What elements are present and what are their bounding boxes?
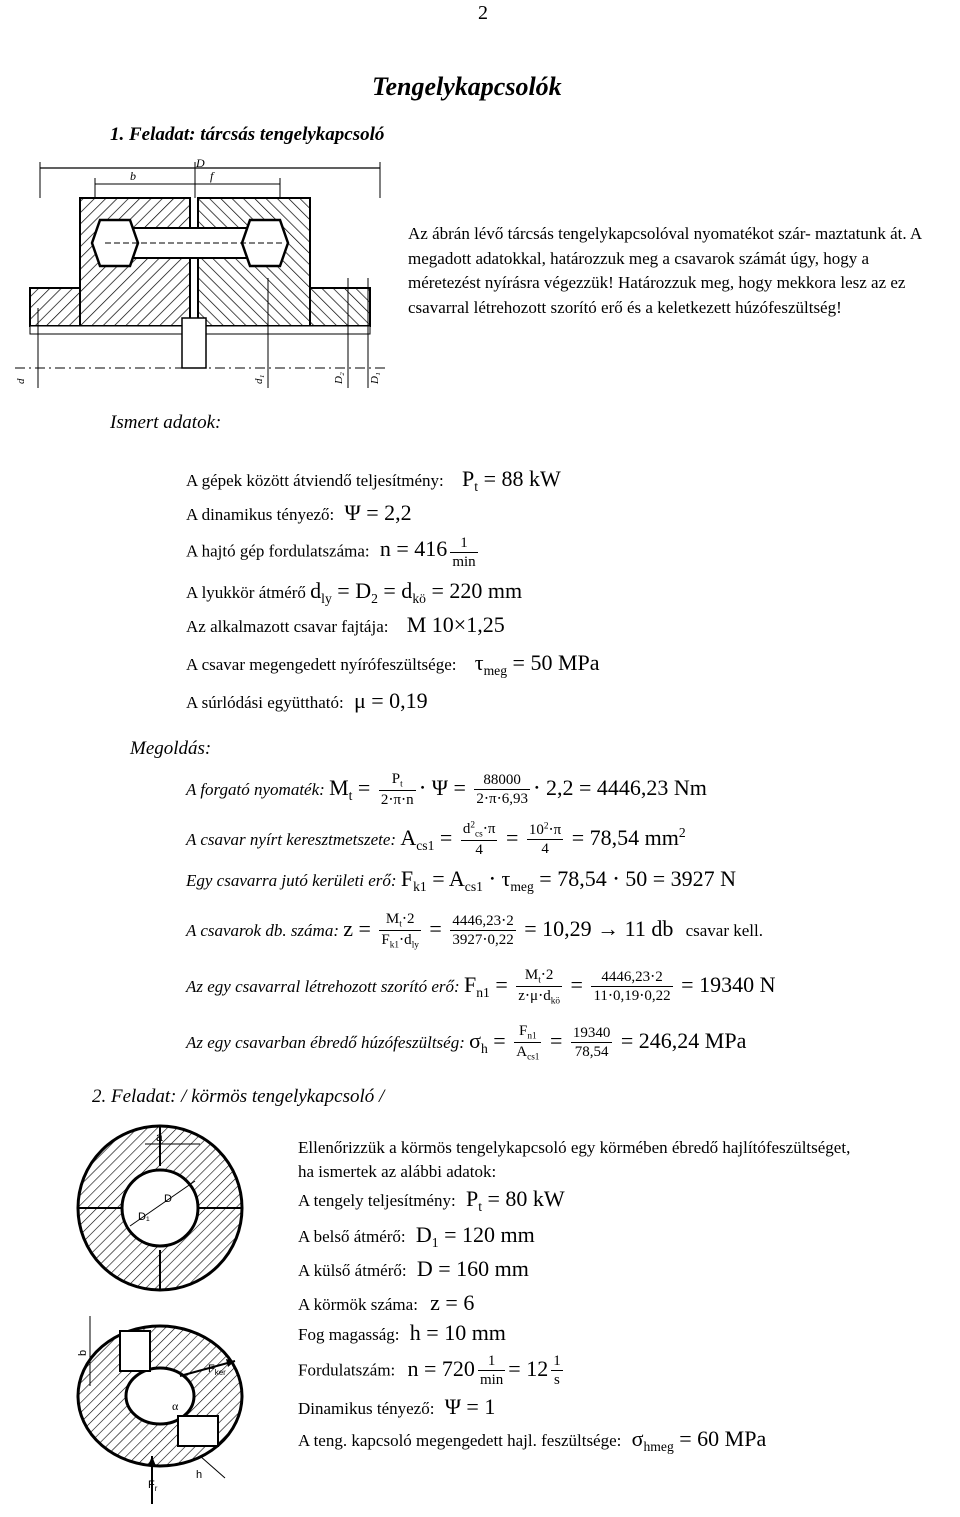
label-b2: b: [77, 1349, 89, 1356]
known-heading: Ismert adatok:: [110, 412, 222, 433]
known-speed: A hajtó gép fordulatszáma: n = 416 $\frac{1}{\min}$: [186, 535, 476, 570]
known-friction: A súrlódási együttható: μ = 0,19: [186, 688, 428, 713]
label-Dc: D: [164, 1193, 172, 1205]
label-D1: D₁: [138, 1211, 150, 1223]
task2-intro: Ellenőrizzük a körmös tengelykapcsoló egy körmében ébredő hajlítófeszültséget, ha ismertek az alábbi adatok:: [298, 1138, 851, 1181]
known-bolt-type: Az alkalmazott csavar fajtája: M 10×1,25: [186, 612, 505, 637]
disk-coupling-drawing: [10, 158, 390, 390]
task2-tooth-height: Fog magasság: h = 10 mm: [298, 1320, 506, 1345]
page-number: 2: [478, 2, 488, 24]
label-alpha: α: [172, 1399, 179, 1413]
label-h: h: [196, 1469, 203, 1481]
task2-outer-diameter: A külső átmérő: D = 160 mm: [298, 1256, 529, 1281]
task2-speed: Fordulatszám: n = 720 $\frac{1}{\min}$ = 12 $\frac{1}{s}$: [298, 1353, 561, 1388]
task2-dynamic-factor: Dinamikus tényező: Ψ = 1: [298, 1394, 496, 1419]
label-Fker: $F_{ker}$: [208, 1363, 226, 1377]
solution-torque: A forgató nyomaték: $M_t$ = $\frac{P_t}{2\cdot\pi\cdot n}$ ⋅ Ψ = $\frac{88000}{2\cdot\pi\cdot 6,93}$ ⋅ 2,2 = 4446,23 Nm: [186, 771, 707, 809]
label-D1: D₁: [369, 372, 381, 384]
known-bolt-circle: A lyukkör átmérő $d_{ly} = D_2 = d_{kö} = 220$ mm: [186, 578, 523, 606]
label-b: b: [130, 169, 136, 183]
task2-claw-count: A körmök száma: z = 6: [298, 1290, 475, 1315]
label-d1: d₁: [253, 374, 265, 384]
solution-bolt-count: A csavarok db. száma: z = $\frac{M_t\cdot 2}{F_{k1}\cdot d_{ly}}$ = $\frac{4446,23\cdot 2}{3927\cdot 0,22}$ = 10,29 → 11 db csavar kell.: [186, 911, 763, 951]
known-dynamic-factor: A dinamikus tényező: Ψ = 2,2: [186, 500, 412, 525]
label-D: D: [196, 158, 205, 170]
label-d: d: [15, 378, 27, 384]
known-shear-stress: A csavar megengedett nyírófeszültsége: $\tau_{meg} = 50$ MPa: [186, 650, 600, 678]
label-a: a: [156, 1130, 163, 1144]
label-D2: D₂: [333, 372, 345, 384]
task1-intro: Az ábrán lévő tárcsás tengelykapcsolóval nyomatékot szár- maztatunk át. A megadott adatokkal, határozzuk meg a csavarok számát úgy, hogy a méretezést nyírásra végezzük! Határozzuk meg, hogy mekkora lesz az ez csavarral létrehozott szorító erő és a keletkezett húzófeszültség!: [408, 224, 922, 317]
solution-heading: Megoldás:: [130, 738, 212, 759]
task2-heading: 2. Feladat: / körmös tengelykapcsoló /: [92, 1086, 385, 1107]
label-Fr: $F_r$: [148, 1479, 158, 1493]
solution-circumferential-force: Egy csavarra jutó kerületi erő: $F_{k1} = A_{cs1} \cdot \tau_{meg} = 78,54 \cdot 50 = 3927$ N: [186, 866, 737, 894]
page-title: Tengelykapcsolók: [372, 72, 562, 101]
task1-heading: 1. Feladat: tárcsás tengelykapcsoló: [110, 124, 385, 145]
label-f: f: [210, 169, 214, 183]
task2-power: A tengely teljesítmény: $P_t = 80$ kW: [298, 1186, 565, 1214]
task2-allowed-bending-stress: A teng. kapcsoló megengedett hajl. feszültsége: $\sigma_{hmeg} = 60$ MPa: [298, 1426, 767, 1454]
claw-coupling-drawing: [60, 1116, 260, 1516]
solution-tensile-stress: Az egy csavarban ébredő húzófeszültség: $\sigma_h$ = $\frac{F_{n1}}{A_{cs1}}$ = $\frac{19340}{78,54}$ = 246,24 MPa: [186, 1023, 747, 1063]
task2-inner-diameter: A belső átmérő: $D_1 = 120$ mm: [298, 1222, 535, 1250]
solution-clamping-force: Az egy csavarral létrehozott szorító erő: $F_{n1}$ = $\frac{M_t\cdot 2}{z\cdot\mu\cdot d_{kö}}$ = $\frac{4446,23\cdot 2}{11\cdot 0,19\cdot 0,22}$ = 19340 N: [186, 967, 776, 1007]
known-power: A gépek között átviendő teljesítmény: $P_t = 88$ kW: [186, 466, 561, 494]
solution-cross-section: A csavar nyírt keresztmetszete: $A_{cs1}$ = $\frac{d^2_{cs}\cdot\pi}{4}$ = $\frac{10^2\cdot\pi}{4}$ = 78,54 $mm^2$: [186, 820, 686, 859]
